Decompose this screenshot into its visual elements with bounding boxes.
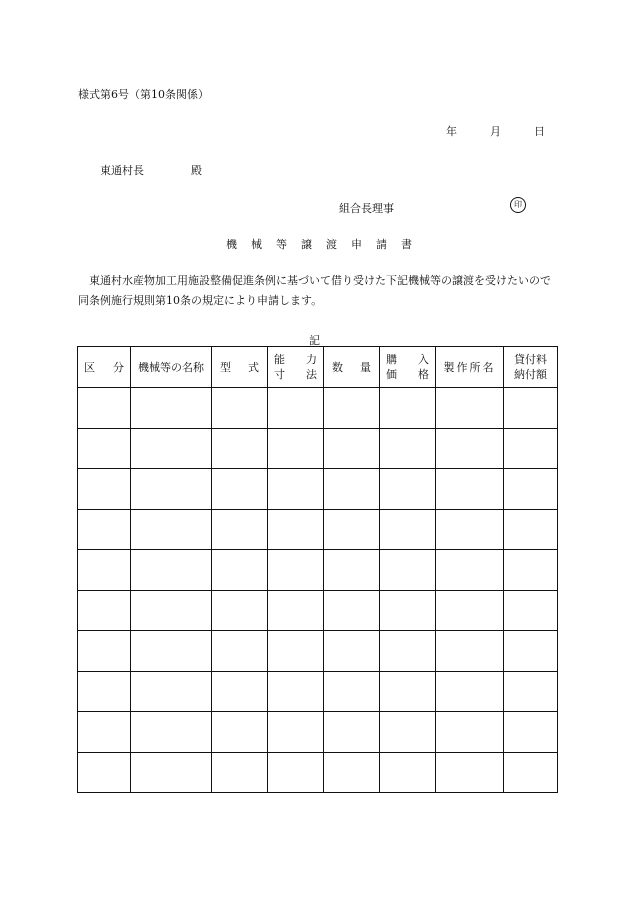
table-cell[interactable] [504,671,558,712]
header-equipment-name: 機械等の名称 [131,347,212,388]
table-cell[interactable] [212,550,268,591]
table-cell[interactable] [380,590,436,631]
table-cell[interactable] [78,428,131,469]
table-cell[interactable] [268,388,324,429]
table-cell[interactable] [324,671,380,712]
table-cell[interactable] [212,671,268,712]
table-cell[interactable] [78,752,131,793]
table-cell[interactable] [436,550,504,591]
table-cell[interactable] [212,590,268,631]
seal-mark: 印 [510,197,526,213]
table-cell[interactable] [131,671,212,712]
header-manufacturer: 製作所名 [436,347,504,388]
table-cell[interactable] [212,509,268,550]
ki-heading: 記 [309,334,320,347]
table-cell[interactable] [78,388,131,429]
table-cell[interactable] [131,550,212,591]
table-cell[interactable] [268,509,324,550]
table-cell[interactable] [504,631,558,672]
table-cell[interactable] [436,671,504,712]
table-cell[interactable] [504,388,558,429]
addressee [100,162,202,178]
table-cell[interactable] [380,469,436,510]
table-cell[interactable] [131,590,212,631]
table-row [78,590,558,631]
table-cell[interactable] [380,550,436,591]
table-cell[interactable] [324,712,380,753]
table-cell[interactable] [380,388,436,429]
header-purchase-price: 購 入 価 格 [380,347,436,388]
date-line [446,123,545,139]
table-row [78,712,558,753]
table-row [78,388,558,429]
document-title: 機械等譲渡申請書 [226,238,426,251]
table-cell[interactable] [380,428,436,469]
header-category: 区 分 [78,347,131,388]
applicant-label: 組合長理事 [339,202,394,215]
table-cell[interactable] [212,428,268,469]
equipment-table [77,346,558,793]
table-cell[interactable] [324,388,380,429]
table-row [78,631,558,672]
table-cell[interactable] [436,388,504,429]
table-cell[interactable] [380,671,436,712]
table-cell[interactable] [504,590,558,631]
table-cell[interactable] [78,469,131,510]
table-cell[interactable] [212,388,268,429]
table-cell[interactable] [131,469,212,510]
table-cell[interactable] [324,469,380,510]
header-model: 型 式 [212,347,268,388]
table-cell[interactable] [504,428,558,469]
table-cell[interactable] [212,752,268,793]
table-row [78,428,558,469]
date-day-label: 日 [534,125,545,138]
table-cell[interactable] [436,752,504,793]
table-cell[interactable] [324,752,380,793]
table-cell[interactable] [436,712,504,753]
table-cell[interactable] [268,752,324,793]
table-cell[interactable] [324,428,380,469]
date-year-label: 年 [446,125,457,138]
table-cell[interactable] [324,550,380,591]
table-cell[interactable] [380,631,436,672]
table-cell[interactable] [78,509,131,550]
table-cell[interactable] [268,631,324,672]
table-cell[interactable] [324,590,380,631]
header-lease-fee: 貸付料 納付額 [504,347,558,388]
table-cell[interactable] [436,428,504,469]
table-row [78,509,558,550]
table-cell[interactable] [78,671,131,712]
form-number: 様式第6号（第10条関係） [78,88,209,101]
table-cell[interactable] [504,509,558,550]
application-body: 東通村水産物加工用施設整備促進条例に基づいて借り受けた下記機械等の譲渡を受けたいので同条例施行規則第10条の規定により申請します。 [78,274,551,307]
table-cell[interactable] [436,509,504,550]
table-header-row [78,347,558,388]
table-row [78,752,558,793]
addressee-name: 東通村長 [100,164,144,177]
table-cell[interactable] [504,752,558,793]
table-cell[interactable] [131,712,212,753]
table-row [78,469,558,510]
table-cell[interactable] [268,712,324,753]
table-cell[interactable] [324,509,380,550]
table-cell[interactable] [78,712,131,753]
date-month-label: 月 [490,125,501,138]
table-row [78,550,558,591]
addressee-suffix: 殿 [191,164,202,177]
header-capacity-size: 能 力 寸 法 [268,347,324,388]
table-cell[interactable] [212,469,268,510]
table-cell[interactable] [131,631,212,672]
table-cell[interactable] [212,712,268,753]
table-cell[interactable] [380,752,436,793]
table-cell[interactable] [380,712,436,753]
table-cell[interactable] [212,631,268,672]
table-cell[interactable] [78,550,131,591]
table-cell[interactable] [436,469,504,510]
table-row [78,671,558,712]
table-cell[interactable] [131,752,212,793]
table-cell[interactable] [268,550,324,591]
table-cell[interactable] [268,590,324,631]
table-cell[interactable] [268,671,324,712]
header-quantity: 数 量 [324,347,380,388]
table-cell[interactable] [324,631,380,672]
table-cell[interactable] [504,550,558,591]
table-cell[interactable] [504,469,558,510]
table-cell[interactable] [78,631,131,672]
table-cell[interactable] [131,428,212,469]
table-cell[interactable] [131,509,212,550]
table-cell[interactable] [504,712,558,753]
table-cell[interactable] [131,388,212,429]
table-cell[interactable] [436,590,504,631]
table-cell[interactable] [268,469,324,510]
table-cell[interactable] [268,428,324,469]
table-cell[interactable] [78,590,131,631]
table-cell[interactable] [380,509,436,550]
table-cell[interactable] [436,631,504,672]
